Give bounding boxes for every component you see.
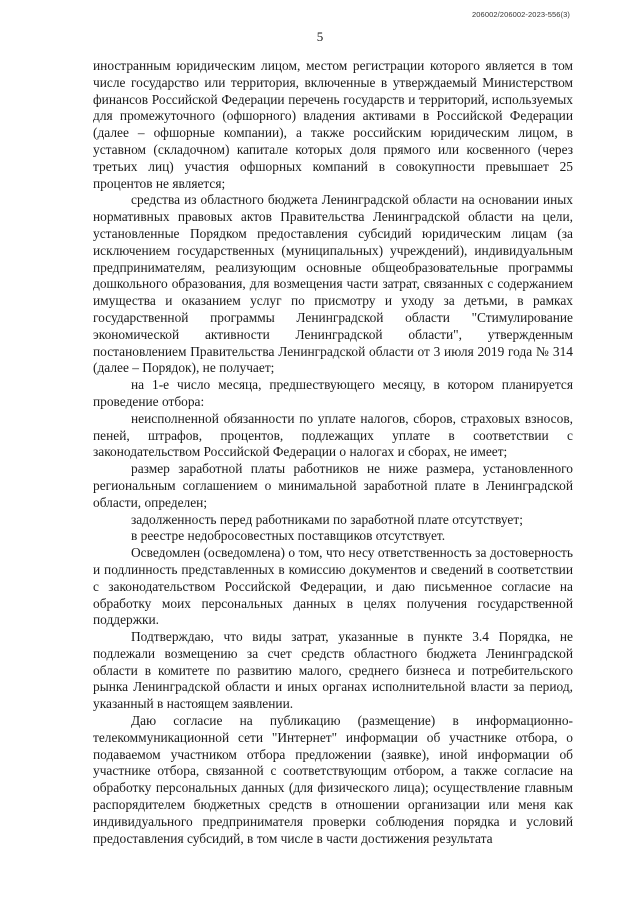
paragraph-responsibility: Осведомлен (осведомлена) о том, что несу ответственность за достоверность и подлинность представленных в комиссию документов и сведений в соответствии с законодательством Российской Федерации, и даю письменное согласие на обработку моих персональных данных в целях получения государственной поддержки.	[93, 545, 573, 628]
paragraph-wage-debt: задолженность перед работниками по заработной плате отсутствует;	[131, 511, 523, 527]
paragraph-consent: Даю согласие на публикацию (размещение) в информационно-телекоммуникационной сети "Интернет" информации об участнике отбора, о подаваемом участником отбора предложении (заявке), иной информации об участнике отбора, связанной с соответствующим отбором, а также согласие на обработку персональных данных (для физического лица); осуществление главным распорядителем бюджетных средств в отношении организации или меня как индивидуального предпринимателя проверки соблюдения порядка и условий предоставления субсидий, в том числе в части достижения результата	[93, 713, 573, 846]
paragraph-offshore: иностранным юридическим лицом, местом регистрации которого является в том числе государство или территория, включенные в утверждаемый Министерством финансов Российской Федерации перечень государств и территорий, используемых для промежуточного (офшорного) владения активами в Российской Федерации (далее – офшорные компании), а также российским юридическим лицом, в уставном (складочном) капитале которых доля прямого или косвенного (через третьих лиц) участия офшорных компаний в совокупности превышает 25 процентов не является;	[93, 58, 573, 191]
paragraph-salary: размер заработной платы работников не ниже размера, установленного региональным соглашением о минимальной заработной плате в Ленинградской области, определен;	[93, 461, 573, 510]
paragraph-confirmation: Подтверждаю, что виды затрат, указанные в пункте 3.4 Порядка, не подлежали возмещению за счет средств областного бюджета Ленинградской области в комитете по развитию малого, среднего бизнеса и потребительского рынка Ленинградской области и иных органах исполнительной власти за период, указанный в настоящем заявлении.	[93, 629, 573, 712]
document-id: 206002/206002-2023-556(3)	[472, 10, 570, 19]
paragraph-registry: в реестре недобросовестных поставщиков отсутствует.	[131, 528, 446, 544]
paragraph-taxes: неисполненной обязанности по уплате налогов, сборов, страховых взносов, пеней, штрафов, процентов, подлежащих уплате в соответствии с законодательством Российской Федерации о налогах и сборах, не имеет;	[93, 410, 573, 460]
paragraph-first-day: на 1-е число месяца, предшествующего месяцу, в котором планируется проведение отбора:	[93, 377, 573, 409]
page-number: 5	[316, 29, 324, 44]
document-body	[93, 58, 573, 847]
paragraph-budget-funds: средства из областного бюджета Ленинградской области на основании иных нормативных правовых актов Правительства Ленинградской области на цели, установленные Порядком предоставления субсидий юридическим лицам (за исключением государственных (муниципальных) учреждений), индивидуальным предпринимателям, реализующим основные общеобразовательные программы дошкольного образования, для возмещения части затрат, связанных с содержанием имущества и оказанием услуг по присмотру и уходу за детьми, в рамках государственной программы Ленинградской области "Стимулирование экономической активности Ленинградской области", утвержденным постановлением Правительства Ленинградской области от 3 июля 2019 года № 314 (далее – Порядок), не получает;	[93, 192, 573, 376]
